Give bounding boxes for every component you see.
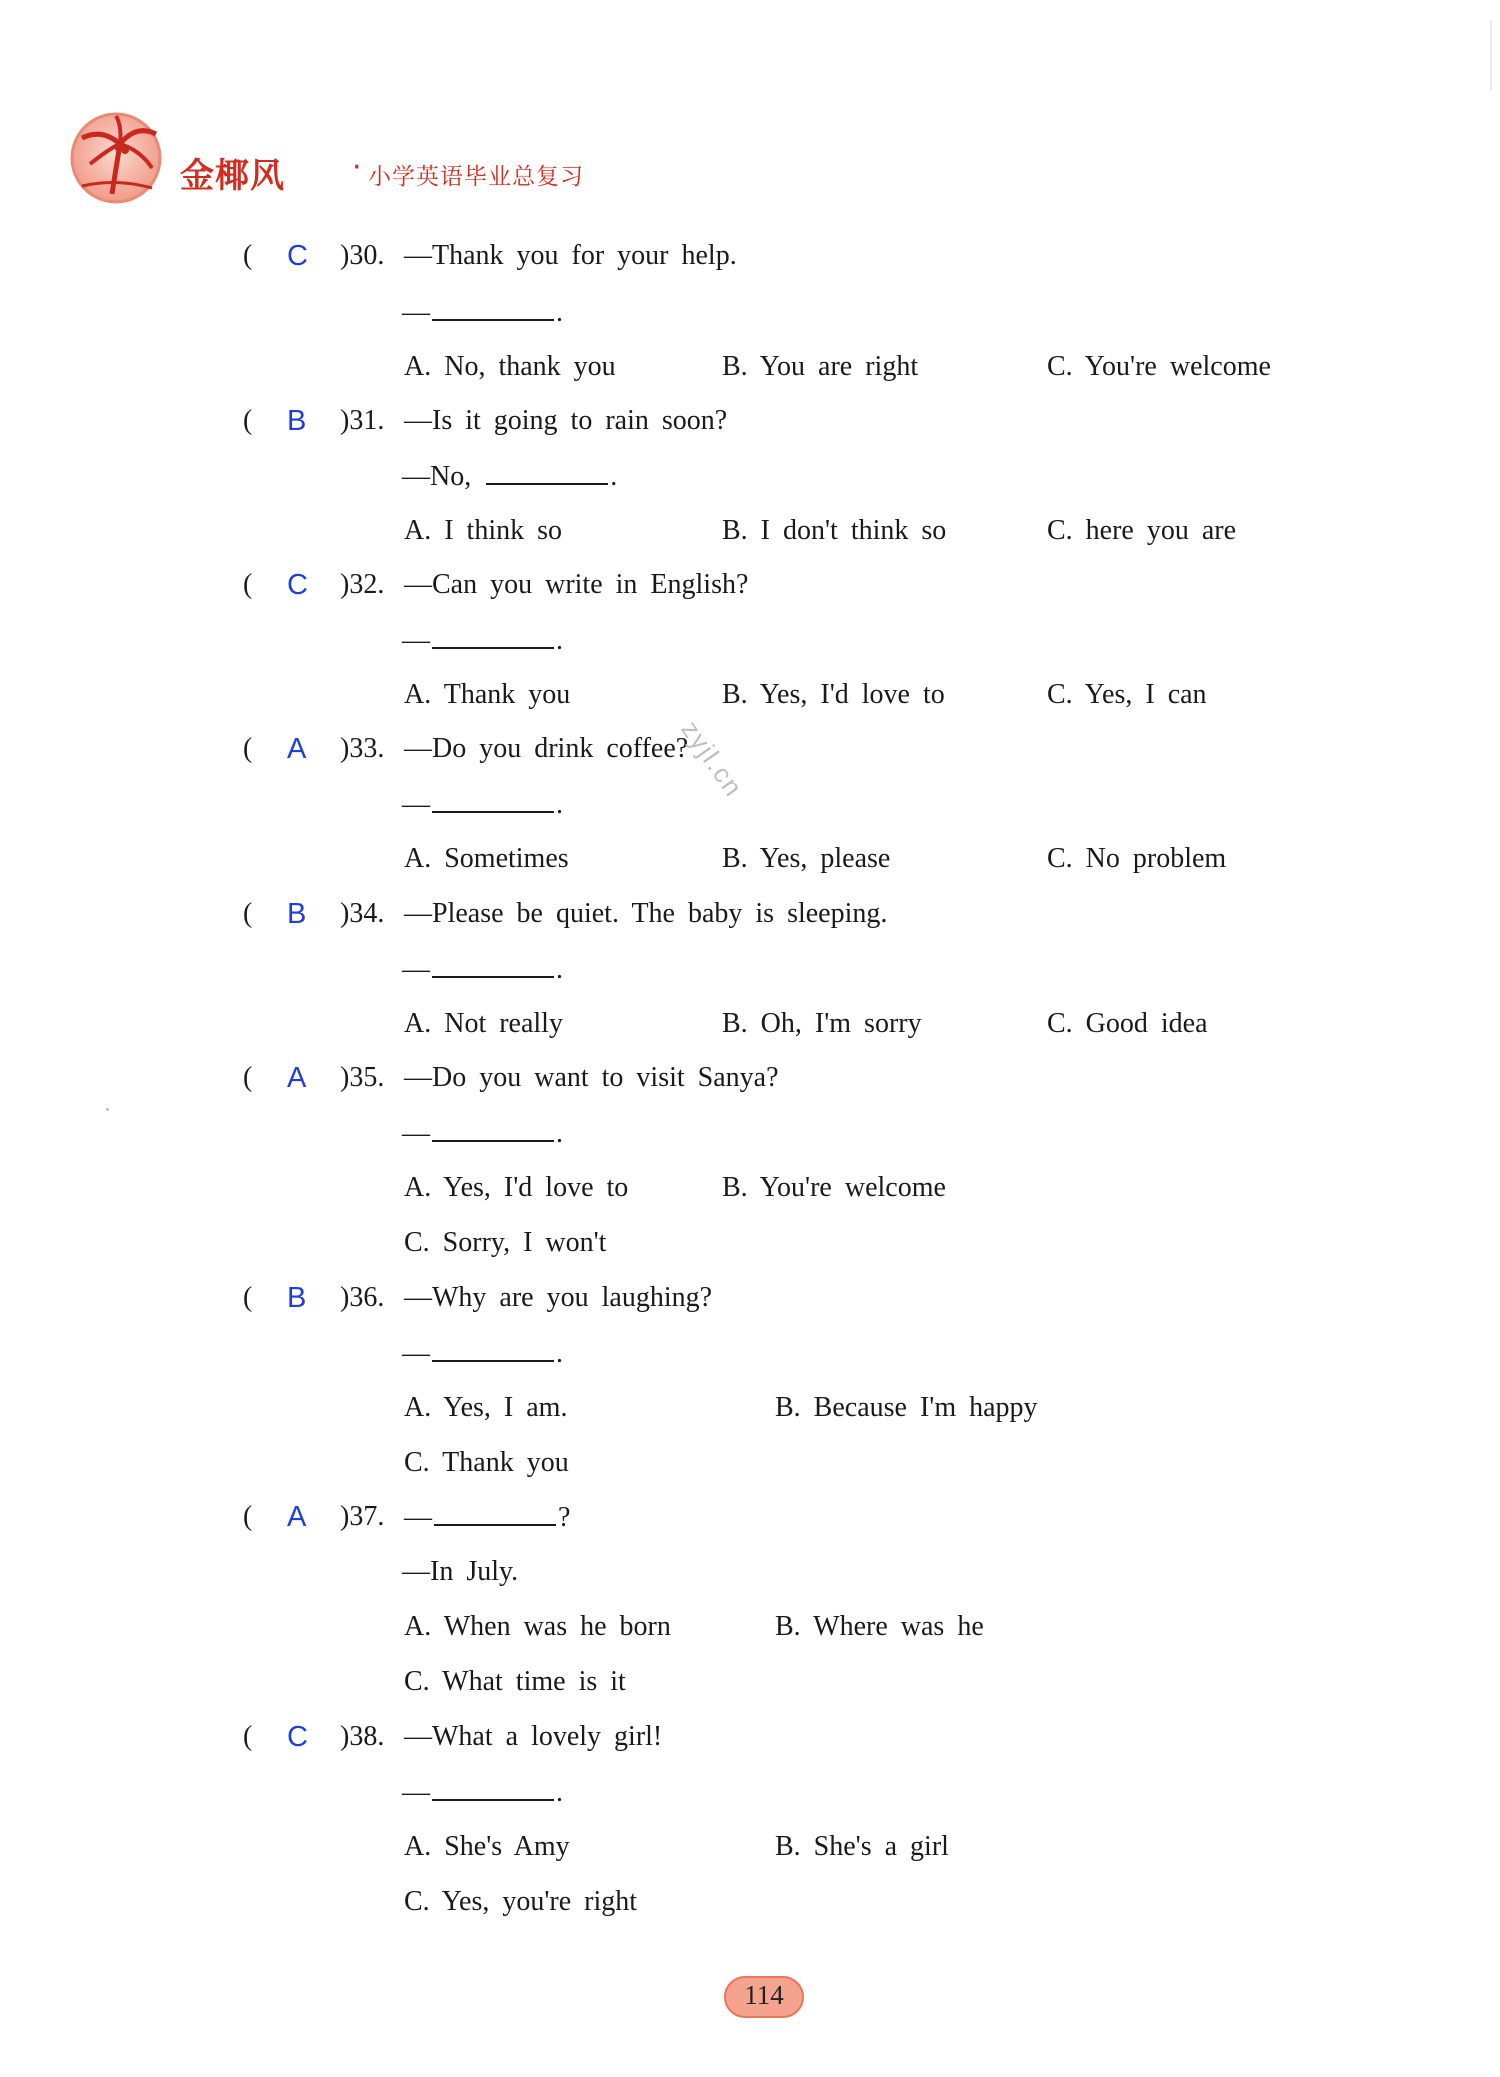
reply-prefix: — [402, 297, 430, 328]
option-c: C. Good idea [1047, 1008, 1208, 1039]
option-a: A. Yes, I am. [404, 1392, 568, 1423]
question-number: )35. [340, 1062, 385, 1093]
answer-blank [432, 952, 554, 978]
option-a: A. She's Amy [404, 1831, 570, 1862]
answer-paren: ( [243, 1062, 253, 1093]
answer-paren: ( [243, 898, 253, 929]
brand-separator: · [352, 150, 362, 185]
reply-prefix: — [402, 1777, 430, 1808]
option-a: A. Thank you [404, 679, 571, 710]
option-c: C. You're welcome [1047, 351, 1271, 382]
answer-letter: B [287, 898, 307, 930]
question-number: )32. [340, 569, 385, 600]
stem-prefix: — [404, 1502, 432, 1533]
option-a: A. Yes, I'd love to [404, 1172, 629, 1203]
option-a: A. Not really [404, 1008, 563, 1039]
option-c: C. Sorry, I won't [404, 1227, 607, 1258]
option-c: C. Yes, I can [1047, 679, 1207, 710]
answer-blank [486, 459, 608, 485]
question-number: )36. [340, 1282, 385, 1313]
question-stem: —Do you drink coffee? [404, 733, 689, 764]
reply-prefix: — [402, 625, 430, 656]
option-b: B. You are right [722, 351, 919, 382]
reply-prefix: — [402, 1338, 430, 1369]
stem-suffix: ? [558, 1502, 571, 1533]
reply-text: —In July. [402, 1556, 519, 1587]
answer-paren: ( [243, 733, 253, 764]
answer-letter: C [287, 240, 308, 272]
answer-letter: B [287, 405, 307, 437]
answer-paren: ( [243, 405, 253, 436]
option-b: B. You're welcome [722, 1172, 946, 1203]
brand-name: 金椰风 [180, 156, 285, 196]
answer-paren: ( [243, 569, 253, 600]
reply-suffix: . [556, 789, 563, 820]
page-edge [1490, 20, 1492, 90]
question-stem: —Please be quiet. The baby is sleeping. [404, 898, 888, 929]
answer-blank [432, 1116, 554, 1142]
question-stem: —Is it going to rain soon? [404, 405, 728, 436]
option-c: C. Yes, you're right [404, 1886, 638, 1917]
reply-prefix: — [402, 954, 430, 985]
answer-paren: ( [243, 1282, 253, 1313]
reply-suffix: . [556, 1118, 563, 1149]
option-c: C. What time is it [404, 1666, 626, 1697]
question-stem: —Thank you for your help. [404, 240, 737, 271]
option-a: A. No, thank you [404, 351, 616, 382]
watermark: zyjl.cn [675, 715, 750, 803]
reply-suffix: . [556, 1777, 563, 1808]
coconut-tree-logo-icon [62, 108, 170, 204]
reply-suffix: . [610, 461, 618, 492]
scan-speck [106, 1108, 109, 1111]
option-b: B. Yes, please [722, 843, 891, 874]
answer-blank [432, 1336, 554, 1362]
question-stem: —Do you want to visit Sanya? [404, 1062, 779, 1093]
answer-letter: C [287, 1721, 308, 1753]
book-subtitle: 小学英语毕业总复习 [368, 164, 584, 190]
answer-letter: C [287, 569, 308, 601]
answer-blank [432, 623, 554, 649]
question-number: )30. [340, 240, 385, 271]
page-header [62, 108, 702, 218]
option-b: B. She's a girl [775, 1831, 949, 1862]
question-number: )33. [340, 733, 385, 764]
reply-prefix: — [402, 789, 430, 820]
option-b: B. Where was he [775, 1611, 984, 1642]
reply-suffix: . [556, 1338, 563, 1369]
option-a: A. When was he born [404, 1611, 671, 1642]
answer-paren: ( [243, 240, 253, 271]
question-number: )34. [340, 898, 385, 929]
answer-blank [432, 787, 554, 813]
question-stem: —Why are you laughing? [404, 1282, 713, 1313]
reply-prefix: — [402, 1118, 430, 1149]
question-number: )38. [340, 1721, 385, 1752]
reply-suffix: . [556, 297, 563, 328]
answer-letter: B [287, 1282, 307, 1314]
answer-letter: A [287, 1501, 307, 1533]
reply-prefix: —No, [402, 461, 485, 492]
option-c: C. here you are [1047, 515, 1237, 546]
option-a: A. Sometimes [404, 843, 569, 874]
reply-suffix: . [556, 954, 563, 985]
answer-blank [434, 1500, 556, 1526]
question-stem: —Can you write in English? [404, 569, 749, 600]
answer-paren: ( [243, 1501, 253, 1532]
question-number: )37. [340, 1501, 385, 1532]
option-b: B. Because I'm happy [775, 1392, 1038, 1423]
option-c: C. No problem [1047, 843, 1227, 874]
reply-suffix: . [556, 625, 563, 656]
page-number-badge [724, 1976, 804, 2018]
answer-paren: ( [243, 1721, 253, 1752]
answer-blank [432, 295, 554, 321]
question-stem: —What a lovely girl! [404, 1721, 663, 1752]
answer-blank [432, 1775, 554, 1801]
option-b: B. Oh, I'm sorry [722, 1008, 922, 1039]
page-number: 114 [744, 1980, 784, 2010]
answer-letter: A [287, 1062, 307, 1094]
option-a: A. I think so [404, 515, 562, 546]
option-c: C. Thank you [404, 1447, 569, 1478]
option-b: B. Yes, I'd love to [722, 679, 945, 710]
answer-letter: A [287, 733, 307, 765]
option-b: B. I don't think so [722, 515, 947, 546]
question-number: )31. [340, 405, 385, 436]
